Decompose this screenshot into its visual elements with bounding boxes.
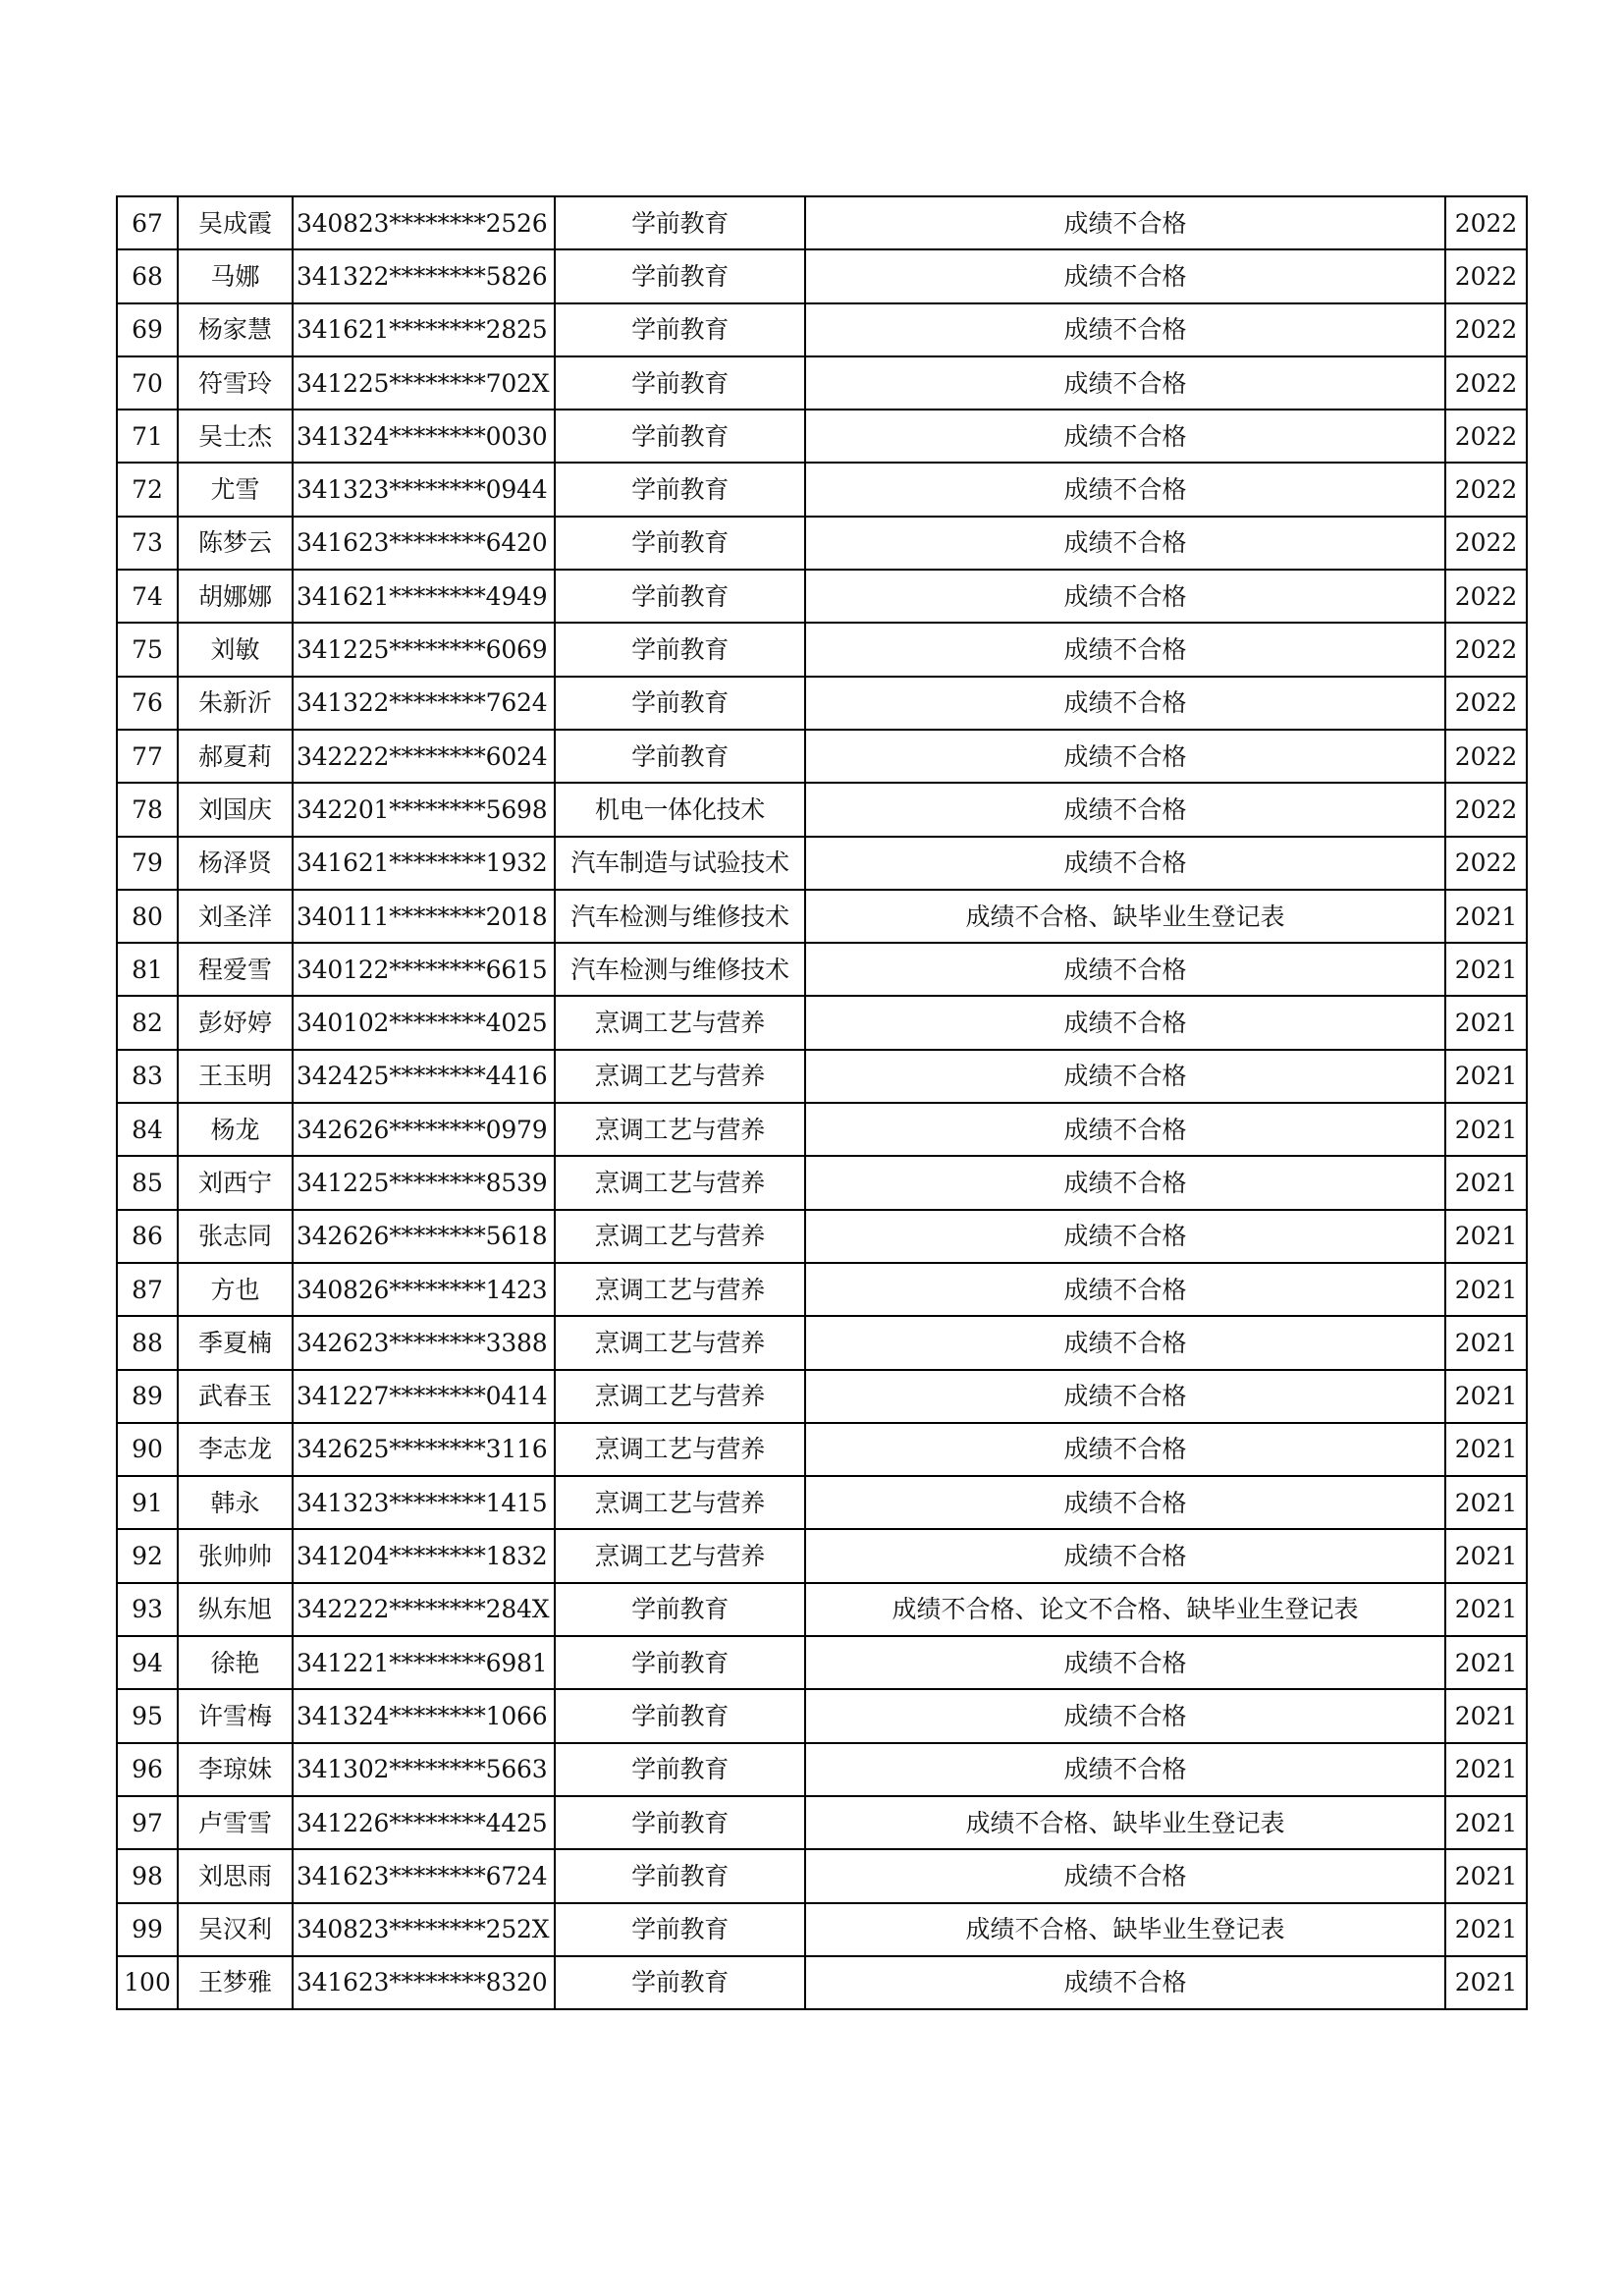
- cell-reason: 成绩不合格、缺毕业生登记表: [805, 890, 1445, 943]
- cell-major: 烹调工艺与营养: [555, 1370, 805, 1423]
- cell-major: 汽车制造与试验技术: [555, 837, 805, 890]
- cell-year: 2022: [1445, 570, 1527, 623]
- cell-row-number: 79: [117, 837, 178, 890]
- cell-id-number: 342425********4416: [293, 1050, 555, 1103]
- cell-row-number: 67: [117, 196, 178, 249]
- cell-major: 烹调工艺与营养: [555, 1050, 805, 1103]
- cell-year: 2022: [1445, 730, 1527, 783]
- cell-reason: 成绩不合格: [805, 517, 1445, 570]
- table-row: [117, 1529, 1527, 1582]
- cell-student-name: 刘圣洋: [178, 890, 293, 943]
- cell-year: 2021: [1445, 1743, 1527, 1796]
- cell-row-number: 88: [117, 1316, 178, 1369]
- cell-student-name: 季夏楠: [178, 1316, 293, 1369]
- cell-student-name: 吴士杰: [178, 410, 293, 463]
- cell-student-name: 尤雪: [178, 463, 293, 516]
- cell-year: 2021: [1445, 1263, 1527, 1316]
- cell-major: 学前教育: [555, 623, 805, 676]
- table-row: [117, 730, 1527, 783]
- cell-student-name: 刘敏: [178, 623, 293, 676]
- cell-year: 2021: [1445, 1636, 1527, 1689]
- cell-row-number: 92: [117, 1529, 178, 1582]
- cell-major: 学前教育: [555, 463, 805, 516]
- cell-reason: 成绩不合格: [805, 1743, 1445, 1796]
- cell-student-name: 韩永: [178, 1476, 293, 1529]
- cell-id-number: 341621********1932: [293, 837, 555, 890]
- cell-row-number: 82: [117, 996, 178, 1049]
- table-row: [117, 1210, 1527, 1263]
- cell-student-name: 马娜: [178, 249, 293, 302]
- cell-major: 学前教育: [555, 410, 805, 463]
- cell-id-number: 342626********0979: [293, 1103, 555, 1156]
- cell-id-number: 340111********2018: [293, 890, 555, 943]
- cell-id-number: 341323********0944: [293, 463, 555, 516]
- cell-row-number: 99: [117, 1903, 178, 1956]
- cell-row-number: 87: [117, 1263, 178, 1316]
- cell-row-number: 69: [117, 303, 178, 356]
- cell-student-name: 陈梦云: [178, 517, 293, 570]
- cell-year: 2022: [1445, 623, 1527, 676]
- cell-id-number: 342201********5698: [293, 783, 555, 836]
- cell-major: 汽车检测与维修技术: [555, 890, 805, 943]
- cell-student-name: 吴汉利: [178, 1903, 293, 1956]
- cell-row-number: 86: [117, 1210, 178, 1263]
- table-row: [117, 1316, 1527, 1369]
- cell-student-name: 张帅帅: [178, 1529, 293, 1582]
- cell-major: 烹调工艺与营养: [555, 1529, 805, 1582]
- cell-student-name: 胡娜娜: [178, 570, 293, 623]
- table-row: [117, 1743, 1527, 1796]
- cell-reason: 成绩不合格: [805, 1316, 1445, 1369]
- cell-year: 2021: [1445, 1476, 1527, 1529]
- cell-student-name: 刘西宁: [178, 1156, 293, 1209]
- cell-year: 2021: [1445, 1529, 1527, 1582]
- cell-student-name: 张志同: [178, 1210, 293, 1263]
- cell-row-number: 90: [117, 1423, 178, 1476]
- cell-major: 烹调工艺与营养: [555, 1316, 805, 1369]
- cell-year: 2021: [1445, 1050, 1527, 1103]
- cell-year: 2022: [1445, 783, 1527, 836]
- cell-row-number: 98: [117, 1849, 178, 1902]
- cell-id-number: 341227********0414: [293, 1370, 555, 1423]
- cell-year: 2022: [1445, 837, 1527, 890]
- cell-id-number: 341322********7624: [293, 677, 555, 730]
- cell-row-number: 94: [117, 1636, 178, 1689]
- table-row: [117, 356, 1527, 410]
- table-row: [117, 249, 1527, 302]
- cell-major: 学前教育: [555, 570, 805, 623]
- cell-student-name: 刘思雨: [178, 1849, 293, 1902]
- table-row: [117, 943, 1527, 996]
- cell-year: 2022: [1445, 303, 1527, 356]
- cell-id-number: 341323********1415: [293, 1476, 555, 1529]
- cell-reason: 成绩不合格: [805, 677, 1445, 730]
- cell-year: 2022: [1445, 356, 1527, 410]
- cell-year: 2021: [1445, 1956, 1527, 2009]
- cell-row-number: 89: [117, 1370, 178, 1423]
- cell-id-number: 342623********3388: [293, 1316, 555, 1369]
- cell-major: 烹调工艺与营养: [555, 996, 805, 1049]
- cell-row-number: 76: [117, 677, 178, 730]
- cell-reason: 成绩不合格、缺毕业生登记表: [805, 1796, 1445, 1849]
- cell-row-number: 71: [117, 410, 178, 463]
- cell-row-number: 93: [117, 1583, 178, 1636]
- table-row: [117, 1103, 1527, 1156]
- cell-major: 烹调工艺与营养: [555, 1476, 805, 1529]
- cell-id-number: 341221********6981: [293, 1636, 555, 1689]
- cell-id-number: 340122********6615: [293, 943, 555, 996]
- table-row: [117, 1050, 1527, 1103]
- cell-year: 2022: [1445, 463, 1527, 516]
- table-row: [117, 303, 1527, 356]
- cell-id-number: 341225********8539: [293, 1156, 555, 1209]
- cell-student-name: 王梦雅: [178, 1956, 293, 2009]
- cell-row-number: 75: [117, 623, 178, 676]
- cell-student-name: 程爱雪: [178, 943, 293, 996]
- cell-reason: 成绩不合格: [805, 303, 1445, 356]
- table-row: [117, 410, 1527, 463]
- table-row: [117, 1476, 1527, 1529]
- table-row: [117, 890, 1527, 943]
- cell-reason: 成绩不合格: [805, 356, 1445, 410]
- cell-student-name: 李琼妹: [178, 1743, 293, 1796]
- cell-year: 2021: [1445, 1156, 1527, 1209]
- cell-student-name: 徐艳: [178, 1636, 293, 1689]
- cell-row-number: 70: [117, 356, 178, 410]
- cell-id-number: 341621********2825: [293, 303, 555, 356]
- table-row: [117, 1636, 1527, 1689]
- cell-reason: 成绩不合格: [805, 1689, 1445, 1742]
- cell-id-number: 341302********5663: [293, 1743, 555, 1796]
- cell-student-name: 李志龙: [178, 1423, 293, 1476]
- cell-id-number: 342625********3116: [293, 1423, 555, 1476]
- table-row: [117, 1903, 1527, 1956]
- cell-id-number: 340823********2526: [293, 196, 555, 249]
- cell-major: 学前教育: [555, 1689, 805, 1742]
- table-row: [117, 1689, 1527, 1742]
- cell-row-number: 95: [117, 1689, 178, 1742]
- cell-reason: 成绩不合格: [805, 1636, 1445, 1689]
- table-row: [117, 1583, 1527, 1636]
- cell-major: 学前教育: [555, 1956, 805, 2009]
- cell-major: 学前教育: [555, 1903, 805, 1956]
- cell-year: 2021: [1445, 1903, 1527, 1956]
- cell-reason: 成绩不合格: [805, 1476, 1445, 1529]
- table-row: [117, 783, 1527, 836]
- cell-reason: 成绩不合格: [805, 1370, 1445, 1423]
- table-row: [117, 1423, 1527, 1476]
- cell-major: 烹调工艺与营养: [555, 1103, 805, 1156]
- cell-reason: 成绩不合格: [805, 570, 1445, 623]
- cell-id-number: 342222********6024: [293, 730, 555, 783]
- cell-id-number: 341621********4949: [293, 570, 555, 623]
- cell-row-number: 91: [117, 1476, 178, 1529]
- cell-row-number: 80: [117, 890, 178, 943]
- cell-id-number: 340826********1423: [293, 1263, 555, 1316]
- cell-reason: 成绩不合格: [805, 1529, 1445, 1582]
- cell-year: 2021: [1445, 890, 1527, 943]
- cell-reason: 成绩不合格: [805, 249, 1445, 302]
- cell-id-number: 341623********6420: [293, 517, 555, 570]
- cell-student-name: 杨泽贤: [178, 837, 293, 890]
- table-body: [117, 196, 1527, 2009]
- cell-row-number: 100: [117, 1956, 178, 2009]
- cell-id-number: 341226********4425: [293, 1796, 555, 1849]
- cell-row-number: 83: [117, 1050, 178, 1103]
- table-row: [117, 1849, 1527, 1902]
- cell-reason: 成绩不合格: [805, 623, 1445, 676]
- table-row: [117, 1370, 1527, 1423]
- cell-reason: 成绩不合格: [805, 196, 1445, 249]
- cell-major: 烹调工艺与营养: [555, 1156, 805, 1209]
- cell-reason: 成绩不合格: [805, 1423, 1445, 1476]
- cell-year: 2021: [1445, 943, 1527, 996]
- cell-id-number: 341324********1066: [293, 1689, 555, 1742]
- cell-row-number: 84: [117, 1103, 178, 1156]
- table-row: [117, 996, 1527, 1049]
- cell-year: 2022: [1445, 196, 1527, 249]
- cell-id-number: 342626********5618: [293, 1210, 555, 1263]
- cell-major: 学前教育: [555, 249, 805, 302]
- cell-id-number: 341322********5826: [293, 249, 555, 302]
- cell-year: 2022: [1445, 410, 1527, 463]
- table-row: [117, 463, 1527, 516]
- cell-reason: 成绩不合格、缺毕业生登记表: [805, 1903, 1445, 1956]
- cell-major: 汽车检测与维修技术: [555, 943, 805, 996]
- cell-major: 学前教育: [555, 1743, 805, 1796]
- cell-year: 2021: [1445, 1103, 1527, 1156]
- cell-student-name: 符雪玲: [178, 356, 293, 410]
- cell-year: 2021: [1445, 1370, 1527, 1423]
- student-list-table: [116, 195, 1528, 2010]
- table-row: [117, 837, 1527, 890]
- cell-id-number: 341324********0030: [293, 410, 555, 463]
- cell-major: 学前教育: [555, 356, 805, 410]
- cell-reason: 成绩不合格: [805, 1050, 1445, 1103]
- cell-year: 2021: [1445, 1689, 1527, 1742]
- cell-student-name: 方也: [178, 1263, 293, 1316]
- cell-major: 学前教育: [555, 1583, 805, 1636]
- cell-row-number: 81: [117, 943, 178, 996]
- cell-year: 2022: [1445, 677, 1527, 730]
- cell-student-name: 刘国庆: [178, 783, 293, 836]
- cell-major: 学前教育: [555, 517, 805, 570]
- cell-major: 学前教育: [555, 730, 805, 783]
- cell-year: 2022: [1445, 517, 1527, 570]
- cell-major: 学前教育: [555, 196, 805, 249]
- cell-reason: 成绩不合格: [805, 943, 1445, 996]
- cell-major: 烹调工艺与营养: [555, 1423, 805, 1476]
- cell-student-name: 郝夏莉: [178, 730, 293, 783]
- cell-student-name: 吴成霞: [178, 196, 293, 249]
- cell-reason: 成绩不合格: [805, 1849, 1445, 1902]
- cell-reason: 成绩不合格、论文不合格、缺毕业生登记表: [805, 1583, 1445, 1636]
- cell-student-name: 杨家慧: [178, 303, 293, 356]
- cell-student-name: 纵东旭: [178, 1583, 293, 1636]
- cell-id-number: 340823********252X: [293, 1903, 555, 1956]
- cell-student-name: 王玉明: [178, 1050, 293, 1103]
- cell-major: 学前教育: [555, 303, 805, 356]
- cell-row-number: 97: [117, 1796, 178, 1849]
- cell-row-number: 73: [117, 517, 178, 570]
- cell-id-number: 342222********284X: [293, 1583, 555, 1636]
- cell-id-number: 340102********4025: [293, 996, 555, 1049]
- table-row: [117, 623, 1527, 676]
- table-row: [117, 196, 1527, 249]
- cell-reason: 成绩不合格: [805, 1210, 1445, 1263]
- cell-reason: 成绩不合格: [805, 1263, 1445, 1316]
- cell-year: 2021: [1445, 1583, 1527, 1636]
- cell-year: 2021: [1445, 996, 1527, 1049]
- cell-row-number: 74: [117, 570, 178, 623]
- cell-student-name: 杨龙: [178, 1103, 293, 1156]
- cell-id-number: 341225********6069: [293, 623, 555, 676]
- cell-student-name: 彭妤婷: [178, 996, 293, 1049]
- cell-row-number: 77: [117, 730, 178, 783]
- cell-year: 2022: [1445, 249, 1527, 302]
- cell-major: 烹调工艺与营养: [555, 1263, 805, 1316]
- cell-year: 2021: [1445, 1796, 1527, 1849]
- cell-id-number: 341225********702X: [293, 356, 555, 410]
- cell-year: 2021: [1445, 1423, 1527, 1476]
- cell-reason: 成绩不合格: [805, 996, 1445, 1049]
- table-row: [117, 677, 1527, 730]
- cell-major: 学前教育: [555, 1636, 805, 1689]
- cell-student-name: 武春玉: [178, 1370, 293, 1423]
- cell-id-number: 341623********6724: [293, 1849, 555, 1902]
- cell-major: 学前教育: [555, 1849, 805, 1902]
- cell-reason: 成绩不合格: [805, 410, 1445, 463]
- cell-year: 2021: [1445, 1849, 1527, 1902]
- cell-student-name: 卢雪雪: [178, 1796, 293, 1849]
- cell-major: 机电一体化技术: [555, 783, 805, 836]
- cell-reason: 成绩不合格: [805, 1103, 1445, 1156]
- table-row: [117, 1156, 1527, 1209]
- cell-reason: 成绩不合格: [805, 1956, 1445, 2009]
- table-row: [117, 1956, 1527, 2009]
- cell-id-number: 341204********1832: [293, 1529, 555, 1582]
- cell-row-number: 68: [117, 249, 178, 302]
- cell-row-number: 78: [117, 783, 178, 836]
- cell-major: 学前教育: [555, 677, 805, 730]
- cell-reason: 成绩不合格: [805, 783, 1445, 836]
- cell-year: 2021: [1445, 1316, 1527, 1369]
- cell-reason: 成绩不合格: [805, 837, 1445, 890]
- cell-row-number: 85: [117, 1156, 178, 1209]
- table-row: [117, 517, 1527, 570]
- table-row: [117, 1796, 1527, 1849]
- cell-row-number: 72: [117, 463, 178, 516]
- cell-reason: 成绩不合格: [805, 463, 1445, 516]
- cell-major: 学前教育: [555, 1796, 805, 1849]
- cell-reason: 成绩不合格: [805, 1156, 1445, 1209]
- cell-id-number: 341623********8320: [293, 1956, 555, 2009]
- cell-row-number: 96: [117, 1743, 178, 1796]
- cell-major: 烹调工艺与营养: [555, 1210, 805, 1263]
- table-row: [117, 1263, 1527, 1316]
- table-row: [117, 570, 1527, 623]
- cell-year: 2021: [1445, 1210, 1527, 1263]
- cell-reason: 成绩不合格: [805, 730, 1445, 783]
- cell-student-name: 朱新沂: [178, 677, 293, 730]
- cell-student-name: 许雪梅: [178, 1689, 293, 1742]
